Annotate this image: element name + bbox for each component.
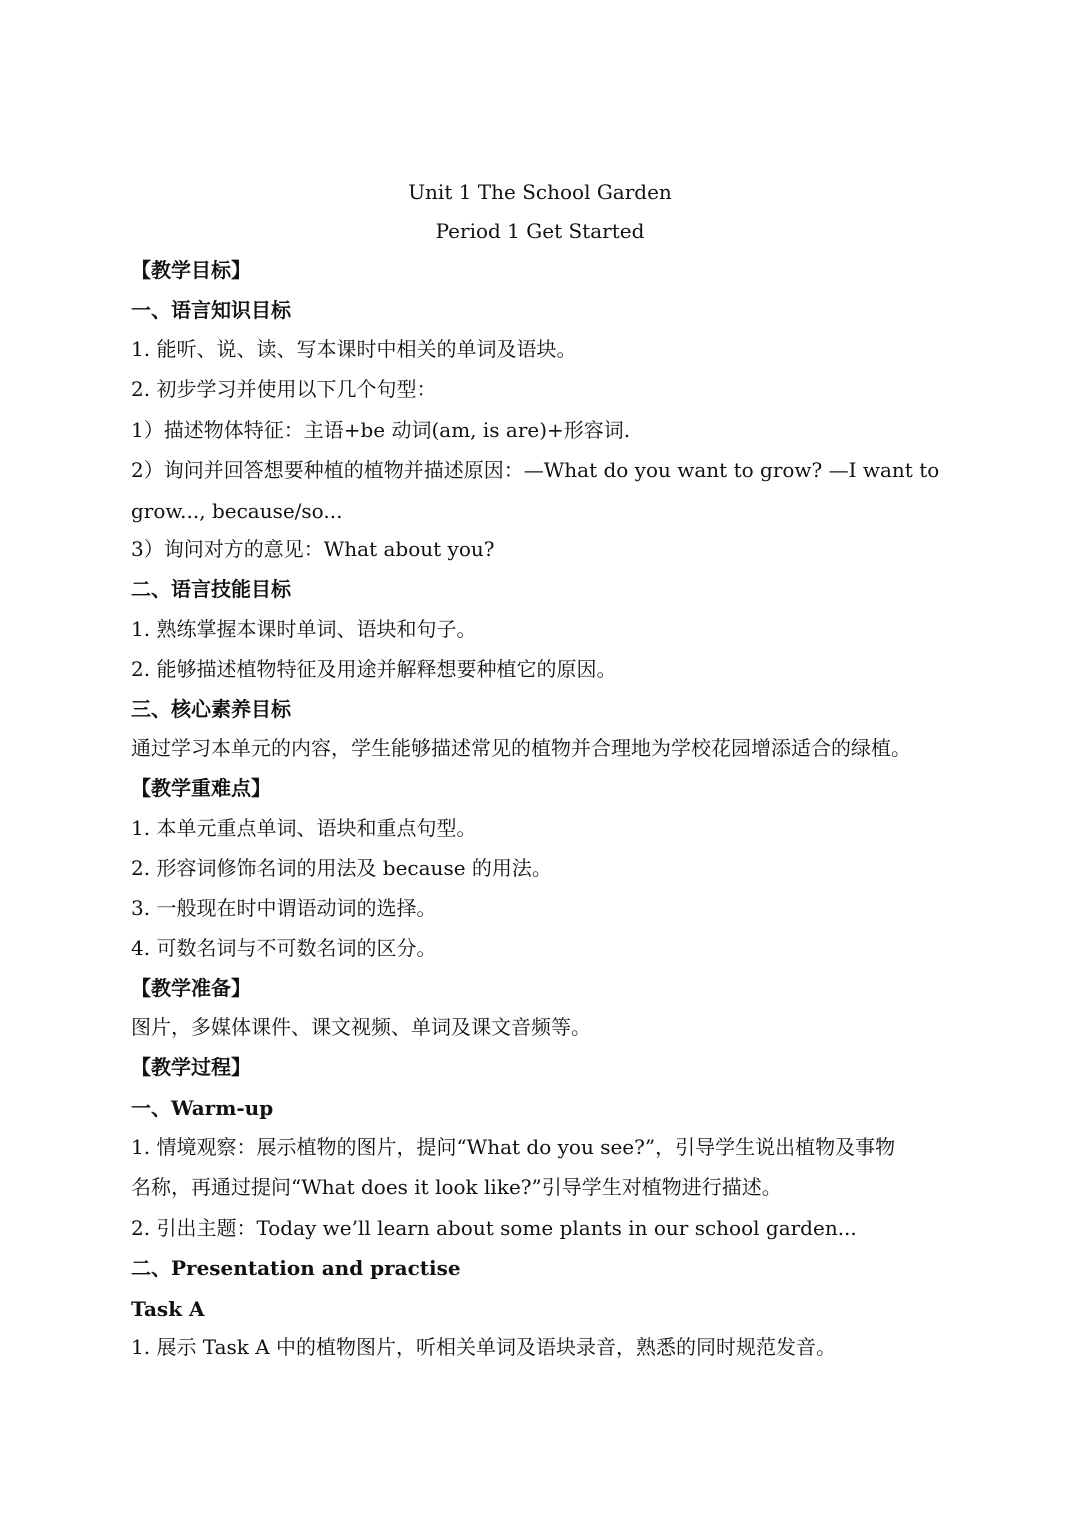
subheading-presentation: 二、Presentation and practise	[131, 1256, 461, 1280]
knowledge-item: 1. 能听、说、读、写本课时中相关的单词及语块。	[131, 337, 577, 361]
skills-item: 2. 能够描述植物特征及用途并解释想要种植它的原因。	[131, 657, 617, 681]
key-point-item: 1. 本单元重点单词、语块和重点句型。	[131, 816, 477, 840]
warmup-item: 1. 情境观察：展示植物的图片，提问“What do you see?”，引导学生说出植物及事物	[131, 1135, 896, 1159]
key-point-item: 4. 可数名词与不可数名词的区分。	[131, 936, 437, 960]
warmup-item: 名称，再通过提问“What does it look like?”引导学生对植物进行描述。	[131, 1175, 782, 1199]
section-heading-process: 【教学过程】	[131, 1055, 251, 1079]
knowledge-item: grow..., because/so...	[131, 499, 343, 523]
knowledge-item: 1）描述物体特征：主语+be 动词(am, is are)+形容词.	[131, 418, 631, 442]
knowledge-item: 2. 初步学习并使用以下几个句型：	[131, 377, 437, 401]
subheading-task-a: Task A	[131, 1297, 205, 1321]
core-text: 通过学习本单元的内容，学生能够描述常见的植物并合理地为学校花园增添适合的绿植。	[131, 736, 911, 760]
subheading-skills: 二、语言技能目标	[131, 577, 291, 601]
prep-text: 图片，多媒体课件、课文视频、单词及课文音频等。	[131, 1015, 591, 1039]
key-point-item: 2. 形容词修饰名词的用法及 because 的用法。	[131, 856, 552, 880]
subheading-core: 三、核心素养目标	[131, 697, 291, 721]
section-heading-key-points: 【教学重难点】	[131, 776, 271, 800]
warmup-item: 2. 引出主题：Today we’ll learn about some plants in our school garden...	[131, 1216, 857, 1240]
document-subtitle: Period 1 Get Started	[435, 219, 645, 243]
task-a-item: 1. 展示 Task A 中的植物图片，听相关单词及语块录音，熟悉的同时规范发音。	[131, 1335, 837, 1359]
section-heading-objectives: 【教学目标】	[131, 258, 251, 282]
section-heading-prep: 【教学准备】	[131, 976, 251, 1000]
document-title: Unit 1 The School Garden	[408, 180, 672, 204]
knowledge-item: 2）询问并回答想要种植的植物并描述原因：—What do you want to grow? —I want to	[131, 458, 940, 482]
skills-item: 1. 熟练掌握本课时单词、语块和句子。	[131, 617, 477, 641]
knowledge-item: 3）询问对方的意见：What about you?	[131, 537, 495, 561]
key-point-item: 3. 一般现在时中谓语动词的选择。	[131, 896, 437, 920]
subheading-knowledge: 一、语言知识目标	[131, 298, 291, 322]
subheading-warmup: 一、Warm-up	[131, 1096, 274, 1120]
